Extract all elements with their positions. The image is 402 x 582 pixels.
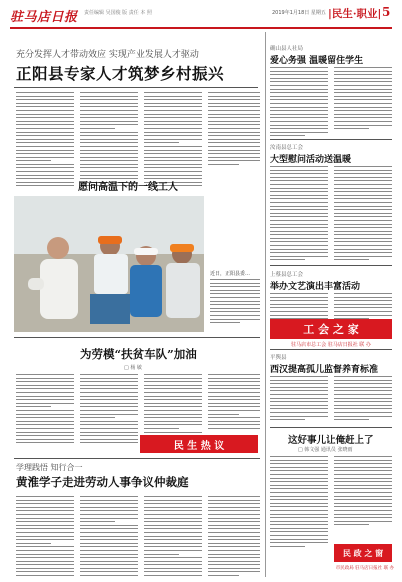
lead-headline: 正阳县专家人才筑梦乡村振兴 [16,64,225,83]
story4-headline: 西汉提高孤儿监督养育标准 [270,365,379,375]
lead-divider [14,87,258,88]
story2-body-a [270,166,328,263]
photo-caption-label: 近日，正阳县委… [210,271,251,277]
masthead-rule [10,27,392,29]
photo-story-photo [14,196,204,332]
lead-body-col-3 [144,92,202,189]
poverty-body-col-2 [80,374,138,446]
rule-body-col-4 [208,496,260,579]
story1-body-a [270,67,328,139]
story4-dept: 平舆县 [270,355,287,361]
banner-union [270,319,392,339]
poverty-byline: □ 杨 敏 [124,365,142,371]
story1-dept: 确山县人社局 [270,46,304,52]
banner-window [334,544,392,562]
poverty-body-col-1 [16,374,74,446]
banner-minsheng-title: 民 生 热 议 [173,440,225,452]
opinion-body-b [334,456,392,528]
poverty-headline: 为劳模“扶贫车队”加油 [80,347,197,361]
story2-body-b [334,166,392,263]
story1-body-b [334,67,392,132]
story1-headline: 爱心务强 温暖留住学生 [270,56,364,66]
rule-body-col-3 [144,496,202,579]
masthead-date: 2019年1月18日 星期五 [272,10,326,16]
page-number: 5 [382,5,391,19]
rule-body-col-2 [80,496,138,579]
photo-headline: 愿问高温下的一线工人 [78,182,178,193]
story2-divider [270,265,392,266]
banner-minsheng [140,435,258,453]
story3-headline: 举办文艺演出丰富活动 [270,282,361,292]
story3-body-b [334,293,392,322]
masthead-logo: 驻马店日报 [10,10,78,25]
section-label: |民生·职业| [328,8,382,20]
rule-headline: 黄淮学子走进劳动人事争议仲裁庭 [16,475,189,489]
opinion-byline: □ 韩文强 通讯员 张晓雨 [298,447,353,453]
banner-union-sub: 驻马店市总工会 驻马店日报社 联 办 [291,342,371,348]
rule-body-col-1 [16,496,74,579]
story2-dept: 汝南县总工会 [270,145,304,151]
opinion-headline: 这好事儿让俺赶上了 [288,435,374,446]
rule-kicker: 学理践悟 知行合一 [16,463,83,472]
banner-union-title: 工 会 之 家 [303,323,359,336]
photo-caption-text [210,279,260,326]
banner-window-sub: 市民政局 驻马店日报社 联 办 [335,566,394,571]
lead-body-col-2 [80,92,138,189]
lead-body-col-1 [16,92,74,189]
masthead [10,6,396,28]
photo-divider [14,337,260,338]
story4-body-b [334,376,392,423]
story4-body-a [270,376,328,423]
poverty-body-col-4 [208,374,260,432]
lead-kicker: 充分发挥人才带动效应 实现产业发展人才驱动 [16,50,199,60]
masthead-meta: 责任编辑 吴国俊 版 责任 本 照 [84,10,152,16]
banner-window-title: 民 政 之 窗 [342,548,384,558]
union-divider [270,349,392,350]
story3-dept: 上蔡县总工会 [270,272,304,278]
opinion-body-a [270,456,328,549]
story4-divider [270,427,392,428]
workers-photo-illustration [14,196,204,332]
rule-story-divider [14,458,260,459]
story2-headline: 大型慰问活动送温暖 [270,155,352,165]
column-separator [265,32,266,577]
lead-body-col-4 [208,92,260,167]
story1-divider [270,139,392,140]
